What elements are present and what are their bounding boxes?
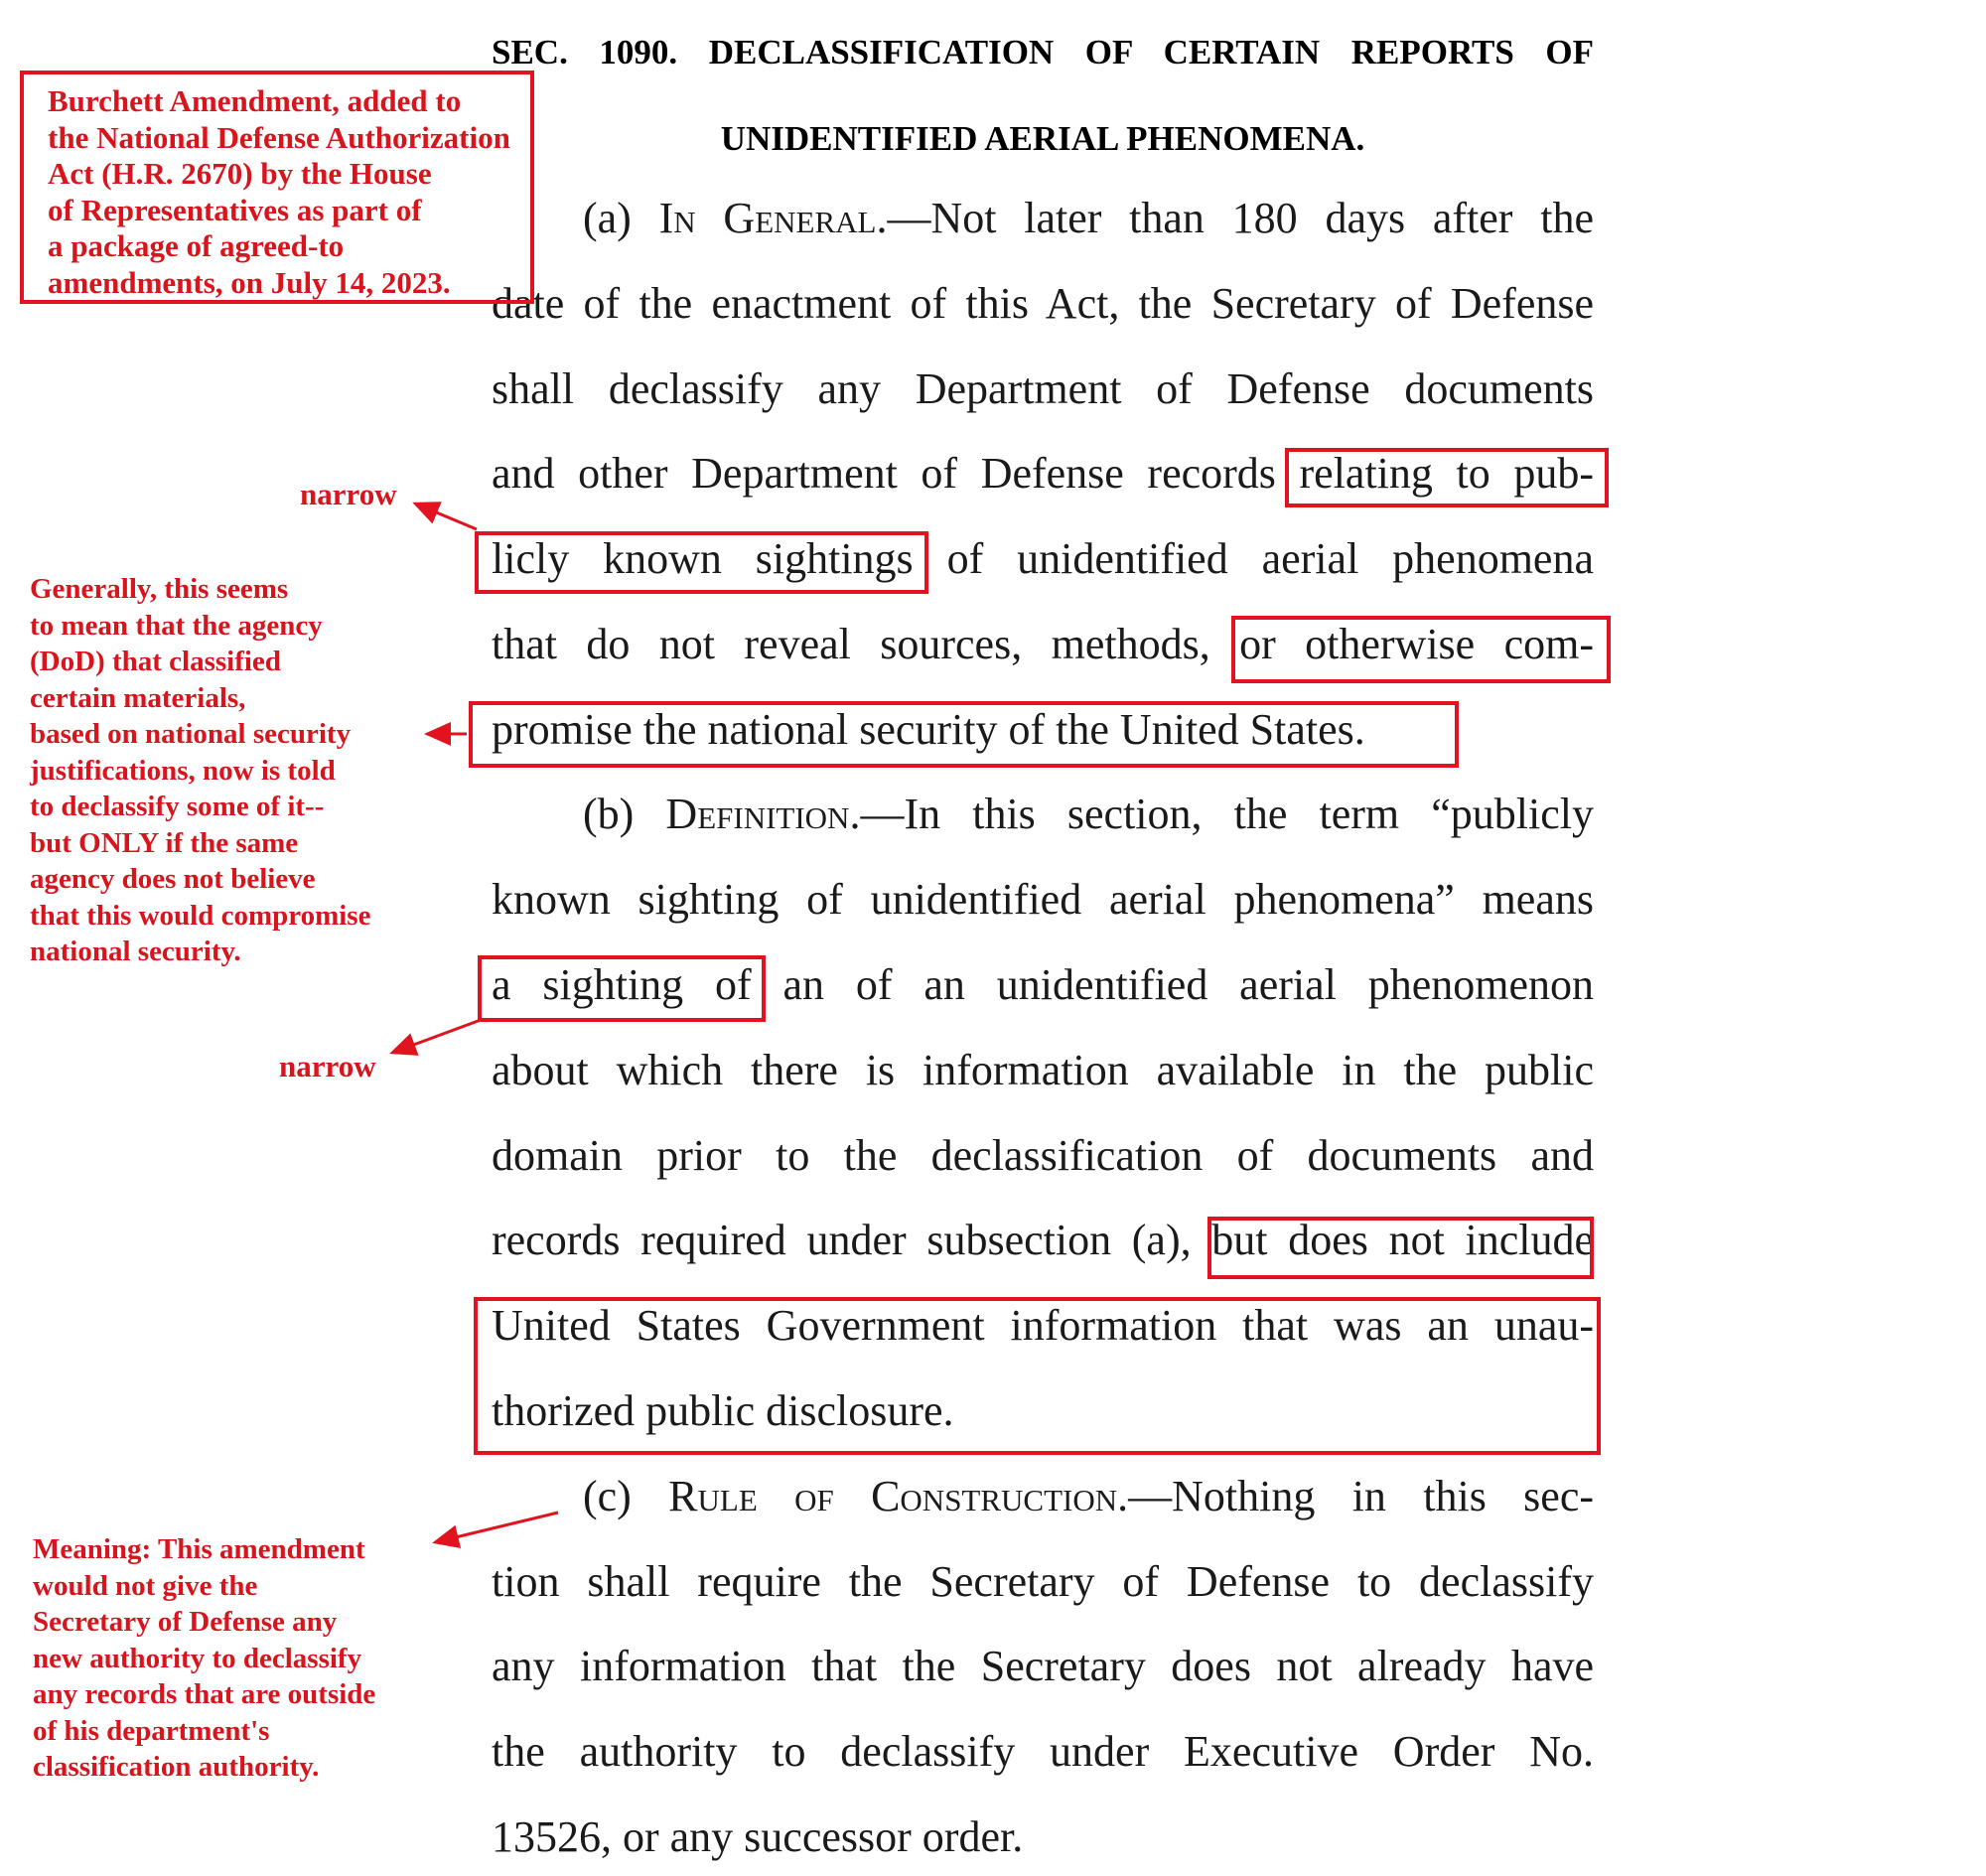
text-line-18: any information that the Secretary does not already have xyxy=(492,1642,1594,1690)
highlight-box-a-sighting-of xyxy=(478,955,766,1022)
text-line-12: domain prior to the declassification of documents and xyxy=(492,1131,1594,1180)
arrow-to-narrow-1 xyxy=(415,504,477,529)
text-line-1: (a) In General.—Not later than 180 days after the xyxy=(583,194,1594,242)
subsection-b-title: Definition xyxy=(665,790,850,838)
text-line-11: about which there is information available in the public xyxy=(492,1046,1594,1094)
highlight-box-national-security xyxy=(469,701,1459,768)
subsection-a-title: In General xyxy=(658,194,877,242)
subsection-c-title: Rule of Construction xyxy=(668,1472,1118,1520)
highlight-box-otherwise-compromise xyxy=(1231,616,1611,683)
text-line-4: and other Department of Defense records relating to pub- xyxy=(492,449,1594,498)
text-line-13: records required under subsection (a), but does not include xyxy=(492,1216,1594,1264)
section-heading-line-2: UNIDENTIFIED AERIAL PHENOMENA. xyxy=(720,119,1365,158)
text-line-3: shall declassify any Department of Defense documents xyxy=(492,364,1594,413)
section-heading-line-1: SEC. 1090. DECLASSIFICATION OF CERTAIN REPORTS OF xyxy=(492,33,1594,72)
text-line-16: (c) Rule of Construction.—Nothing in this sec- xyxy=(583,1472,1595,1520)
text-line-17: tion shall require the Secretary of Defense to declassify xyxy=(492,1557,1594,1606)
text-line-5: licly known sightings of unidentified aerial phenomena xyxy=(492,534,1594,583)
text-line-8: (b) Definition.—In this section, the term “publicly xyxy=(583,790,1594,838)
meaning-annotation: Meaning: This amendment would not give the Secretary of Defense any new authority to declassify any records that are outside of his department's classification authority. xyxy=(33,1533,376,1783)
text-line-14: United States Government information that was an unau- xyxy=(492,1301,1594,1350)
intro-annotation-text: Burchett Amendment, added to the National Defense Authorization Act (H.R. 2670) by the House of Representatives as part of a package of agreed-to amendments, on July 14, 2023. xyxy=(48,83,510,300)
text-line-7: promise the national security of the United States. xyxy=(492,705,1365,754)
highlight-box-publicly-known xyxy=(475,531,928,594)
text-line-2: date of the enactment of this Act, the Secretary of Defense xyxy=(492,279,1594,328)
text-line-10: a sighting of an of an unidentified aerial phenomenon xyxy=(492,960,1594,1009)
text-line-15: thorized public disclosure. xyxy=(492,1386,954,1435)
narrow-label-2: narrow xyxy=(279,1049,376,1083)
highlight-box-but-does-not-include xyxy=(1207,1217,1594,1279)
highlight-box-unauthorized-disclosure xyxy=(474,1297,1601,1455)
narrow-label-1: narrow xyxy=(300,477,397,511)
national-security-annotation: Generally, this seems to mean that the agency (DoD) that classified certain materials, based on national security justifications, now is told to declassify some of it-- but ONLY if the same agency does not believe that this would compromise national security. xyxy=(30,573,371,967)
text-line-6: that do not reveal sources, methods, or otherwise com- xyxy=(492,620,1594,668)
text-line-20: 13526, or any successor order. xyxy=(492,1812,1024,1861)
highlight-box-relating-to xyxy=(1285,448,1609,507)
arrow-to-narrow-2 xyxy=(392,1020,481,1053)
text-line-19: the authority to declassify under Executive Order No. xyxy=(492,1727,1594,1776)
text-line-9: known sighting of unidentified aerial phenomena” means xyxy=(492,875,1594,924)
